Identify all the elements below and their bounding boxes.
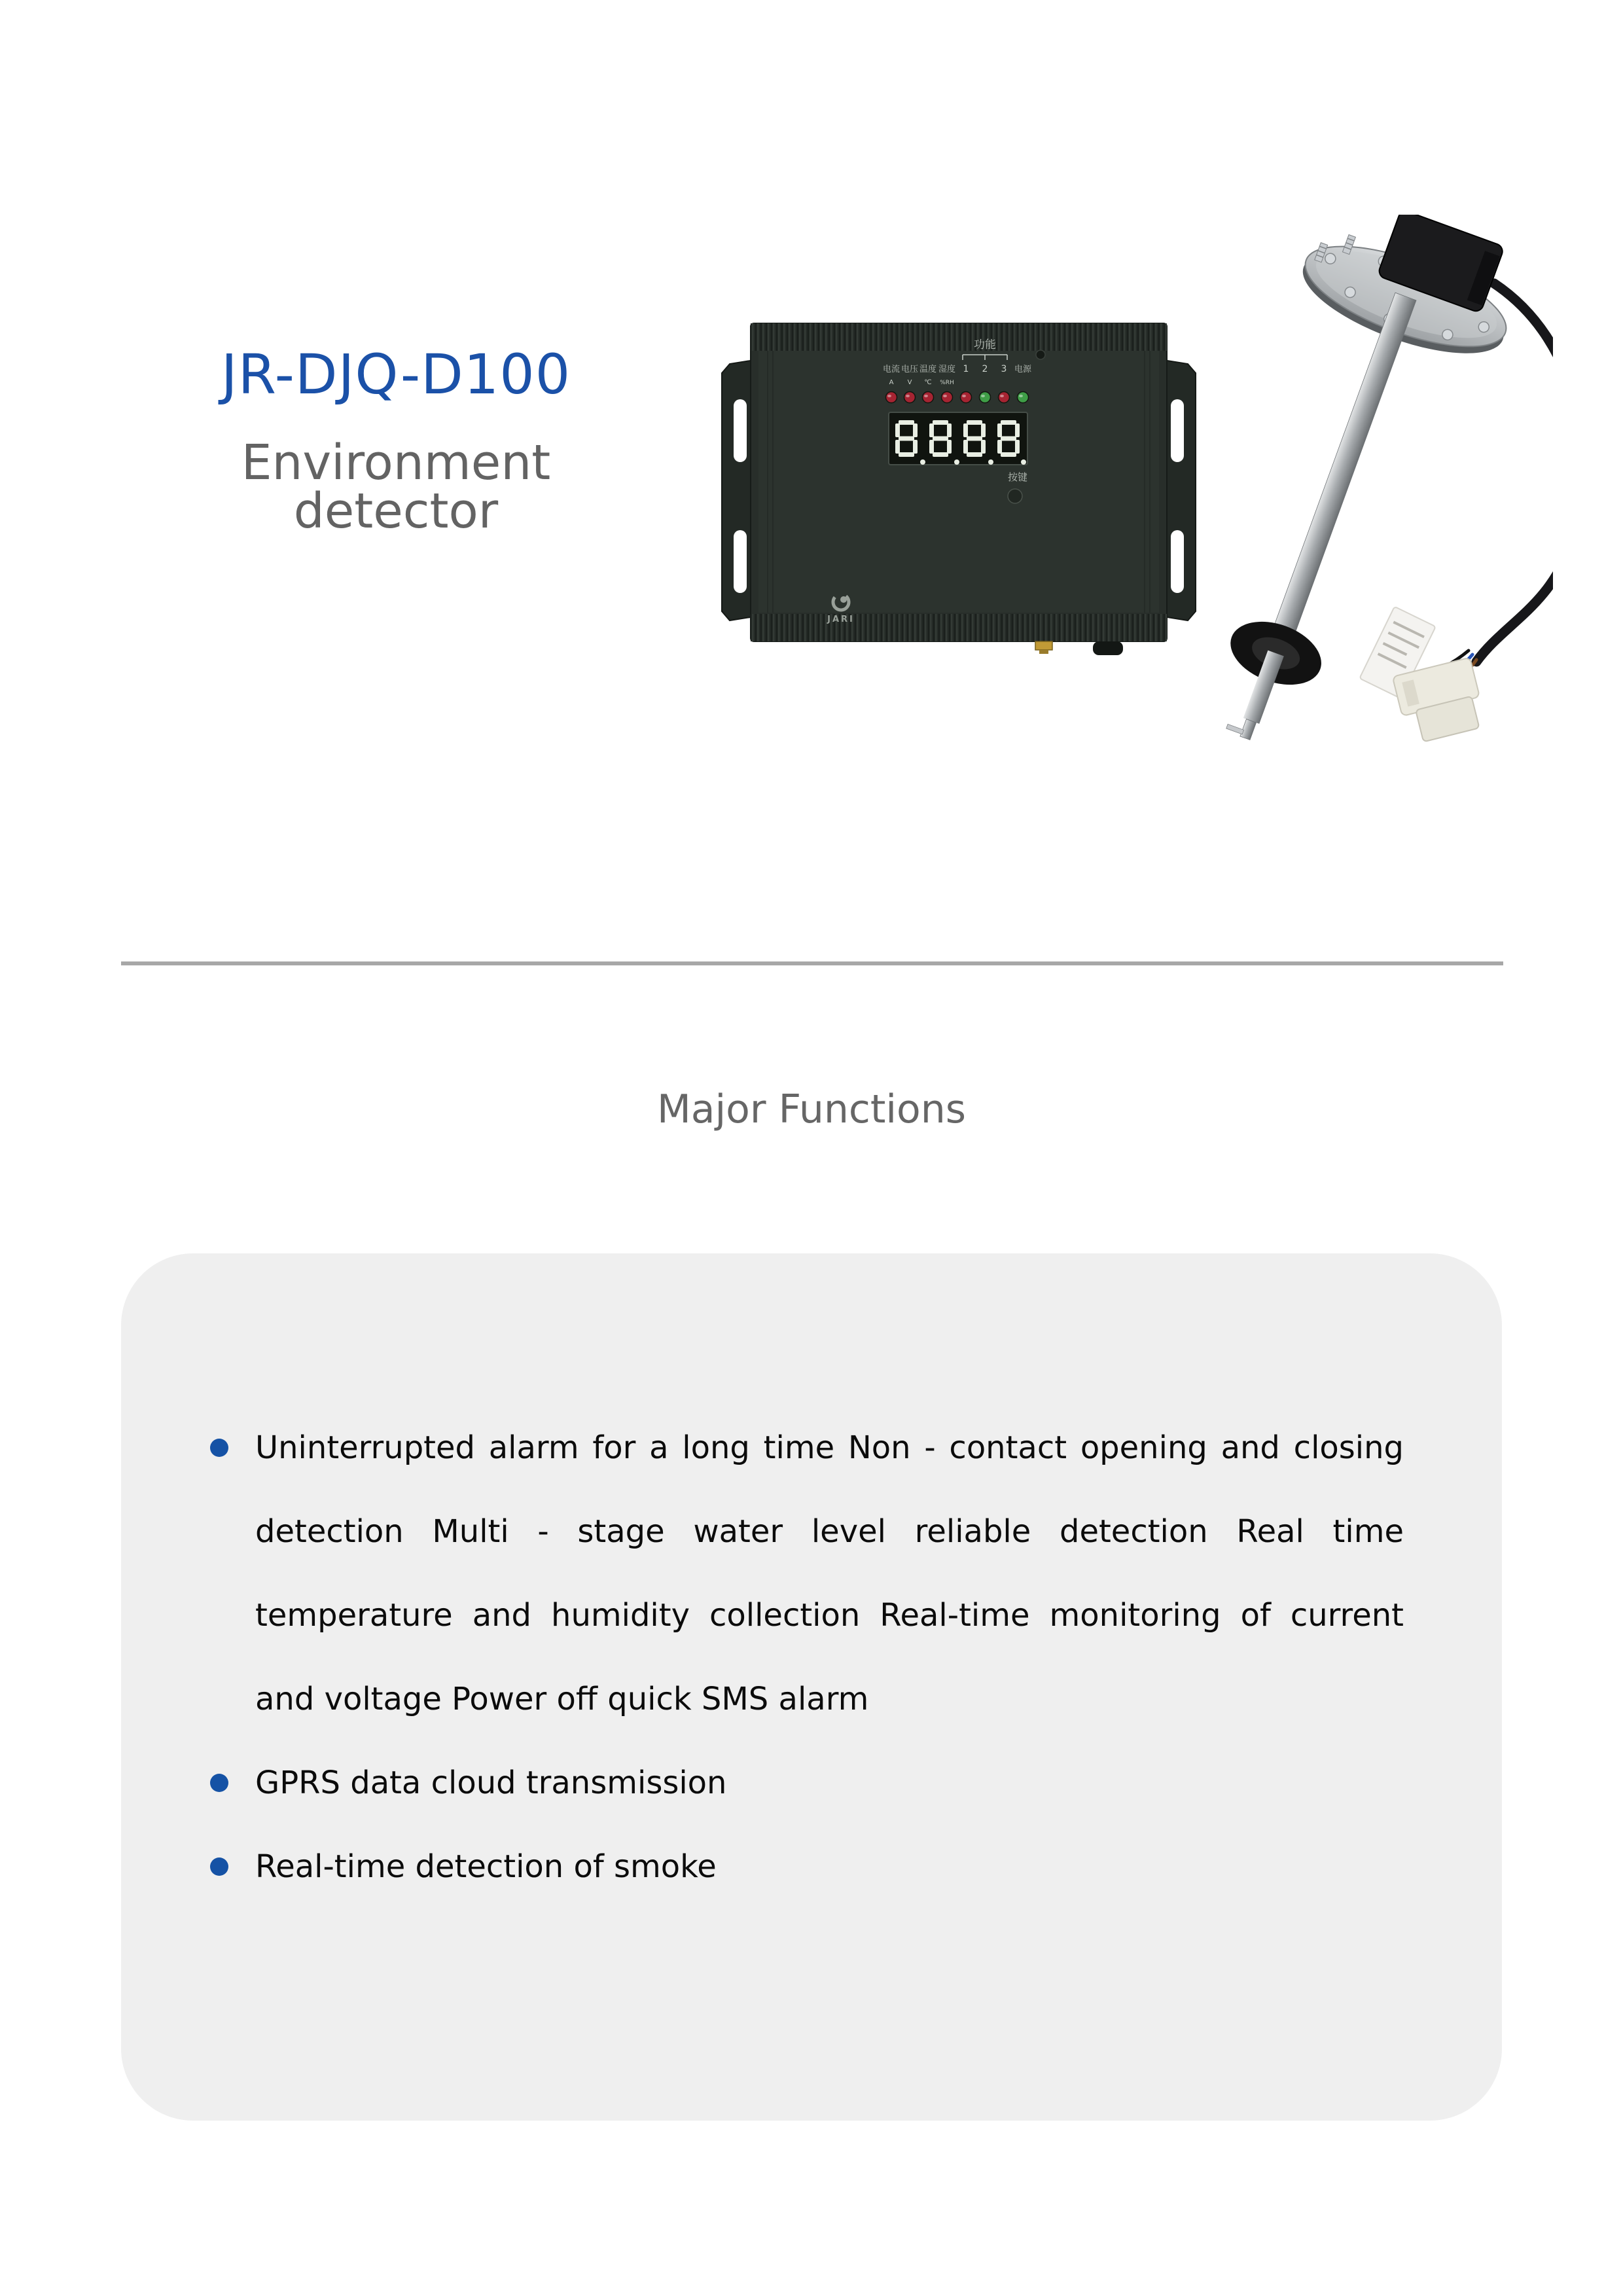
rubber-plug xyxy=(1093,641,1123,655)
level-sensor-photo xyxy=(1177,215,1553,791)
led-power xyxy=(1018,392,1029,403)
antenna-connector xyxy=(1035,641,1052,654)
feature-item: Real-time detection of smoke xyxy=(255,1825,1404,1909)
product-subtitle: Environment detector xyxy=(241,435,551,539)
detector-device-photo xyxy=(710,314,1207,671)
feature-item: Uninterrupted alarm for a long time Non - contact opening and closing detection Multi - stage water level reliable detection Real time temperature and humidity collection Real-time monitoring of current and voltage Power off quick SMS alarm xyxy=(255,1406,1404,1741)
top-heatsink-ribs xyxy=(751,323,1167,351)
label-current: 电流 xyxy=(882,365,901,374)
product-header xyxy=(134,342,658,539)
key-button-label: 按键 xyxy=(1007,471,1028,483)
bottom-heatsink-ribs xyxy=(751,614,1167,641)
label-temperature: 温度 xyxy=(919,365,937,374)
unit-ampere: A xyxy=(889,379,894,386)
led-func1 xyxy=(961,392,972,403)
unit-volt: V xyxy=(907,379,912,386)
mount-slot xyxy=(734,399,747,462)
unit-celsius: ℃ xyxy=(924,379,932,386)
led-humidity xyxy=(942,392,953,403)
label-1: 1 xyxy=(963,364,969,374)
unit-rh: %RH xyxy=(940,380,954,386)
label-3: 3 xyxy=(1001,364,1007,374)
led-voltage xyxy=(904,392,916,403)
function-group-label: 功能 xyxy=(974,338,996,351)
features-card xyxy=(121,1253,1502,2121)
mount-slot xyxy=(734,530,747,593)
led-func2 xyxy=(980,392,991,403)
led-func3 xyxy=(999,392,1010,403)
key-button xyxy=(1008,489,1022,503)
label-voltage: 电压 xyxy=(901,365,919,374)
label-power: 电源 xyxy=(1014,365,1032,374)
feature-item: GPRS data cloud transmission xyxy=(255,1741,1404,1825)
section-divider xyxy=(121,961,1503,965)
section-title: Major Functions xyxy=(656,1086,967,1132)
label-2: 2 xyxy=(982,364,988,374)
probe-tube xyxy=(1266,293,1416,657)
led-current xyxy=(886,392,897,403)
front-panel xyxy=(758,351,1159,613)
tip-pin xyxy=(1226,724,1244,734)
panel-hole xyxy=(1036,350,1045,359)
product-model-title: JR-DJQ-D100 xyxy=(221,342,571,406)
brand-label: JARI xyxy=(827,615,855,624)
seven-segment-display xyxy=(889,412,1027,465)
left-mount-bracket xyxy=(722,360,755,620)
features-list xyxy=(121,1406,1502,1909)
label-humidity: 湿度 xyxy=(938,365,956,374)
led-temperature xyxy=(923,392,934,403)
